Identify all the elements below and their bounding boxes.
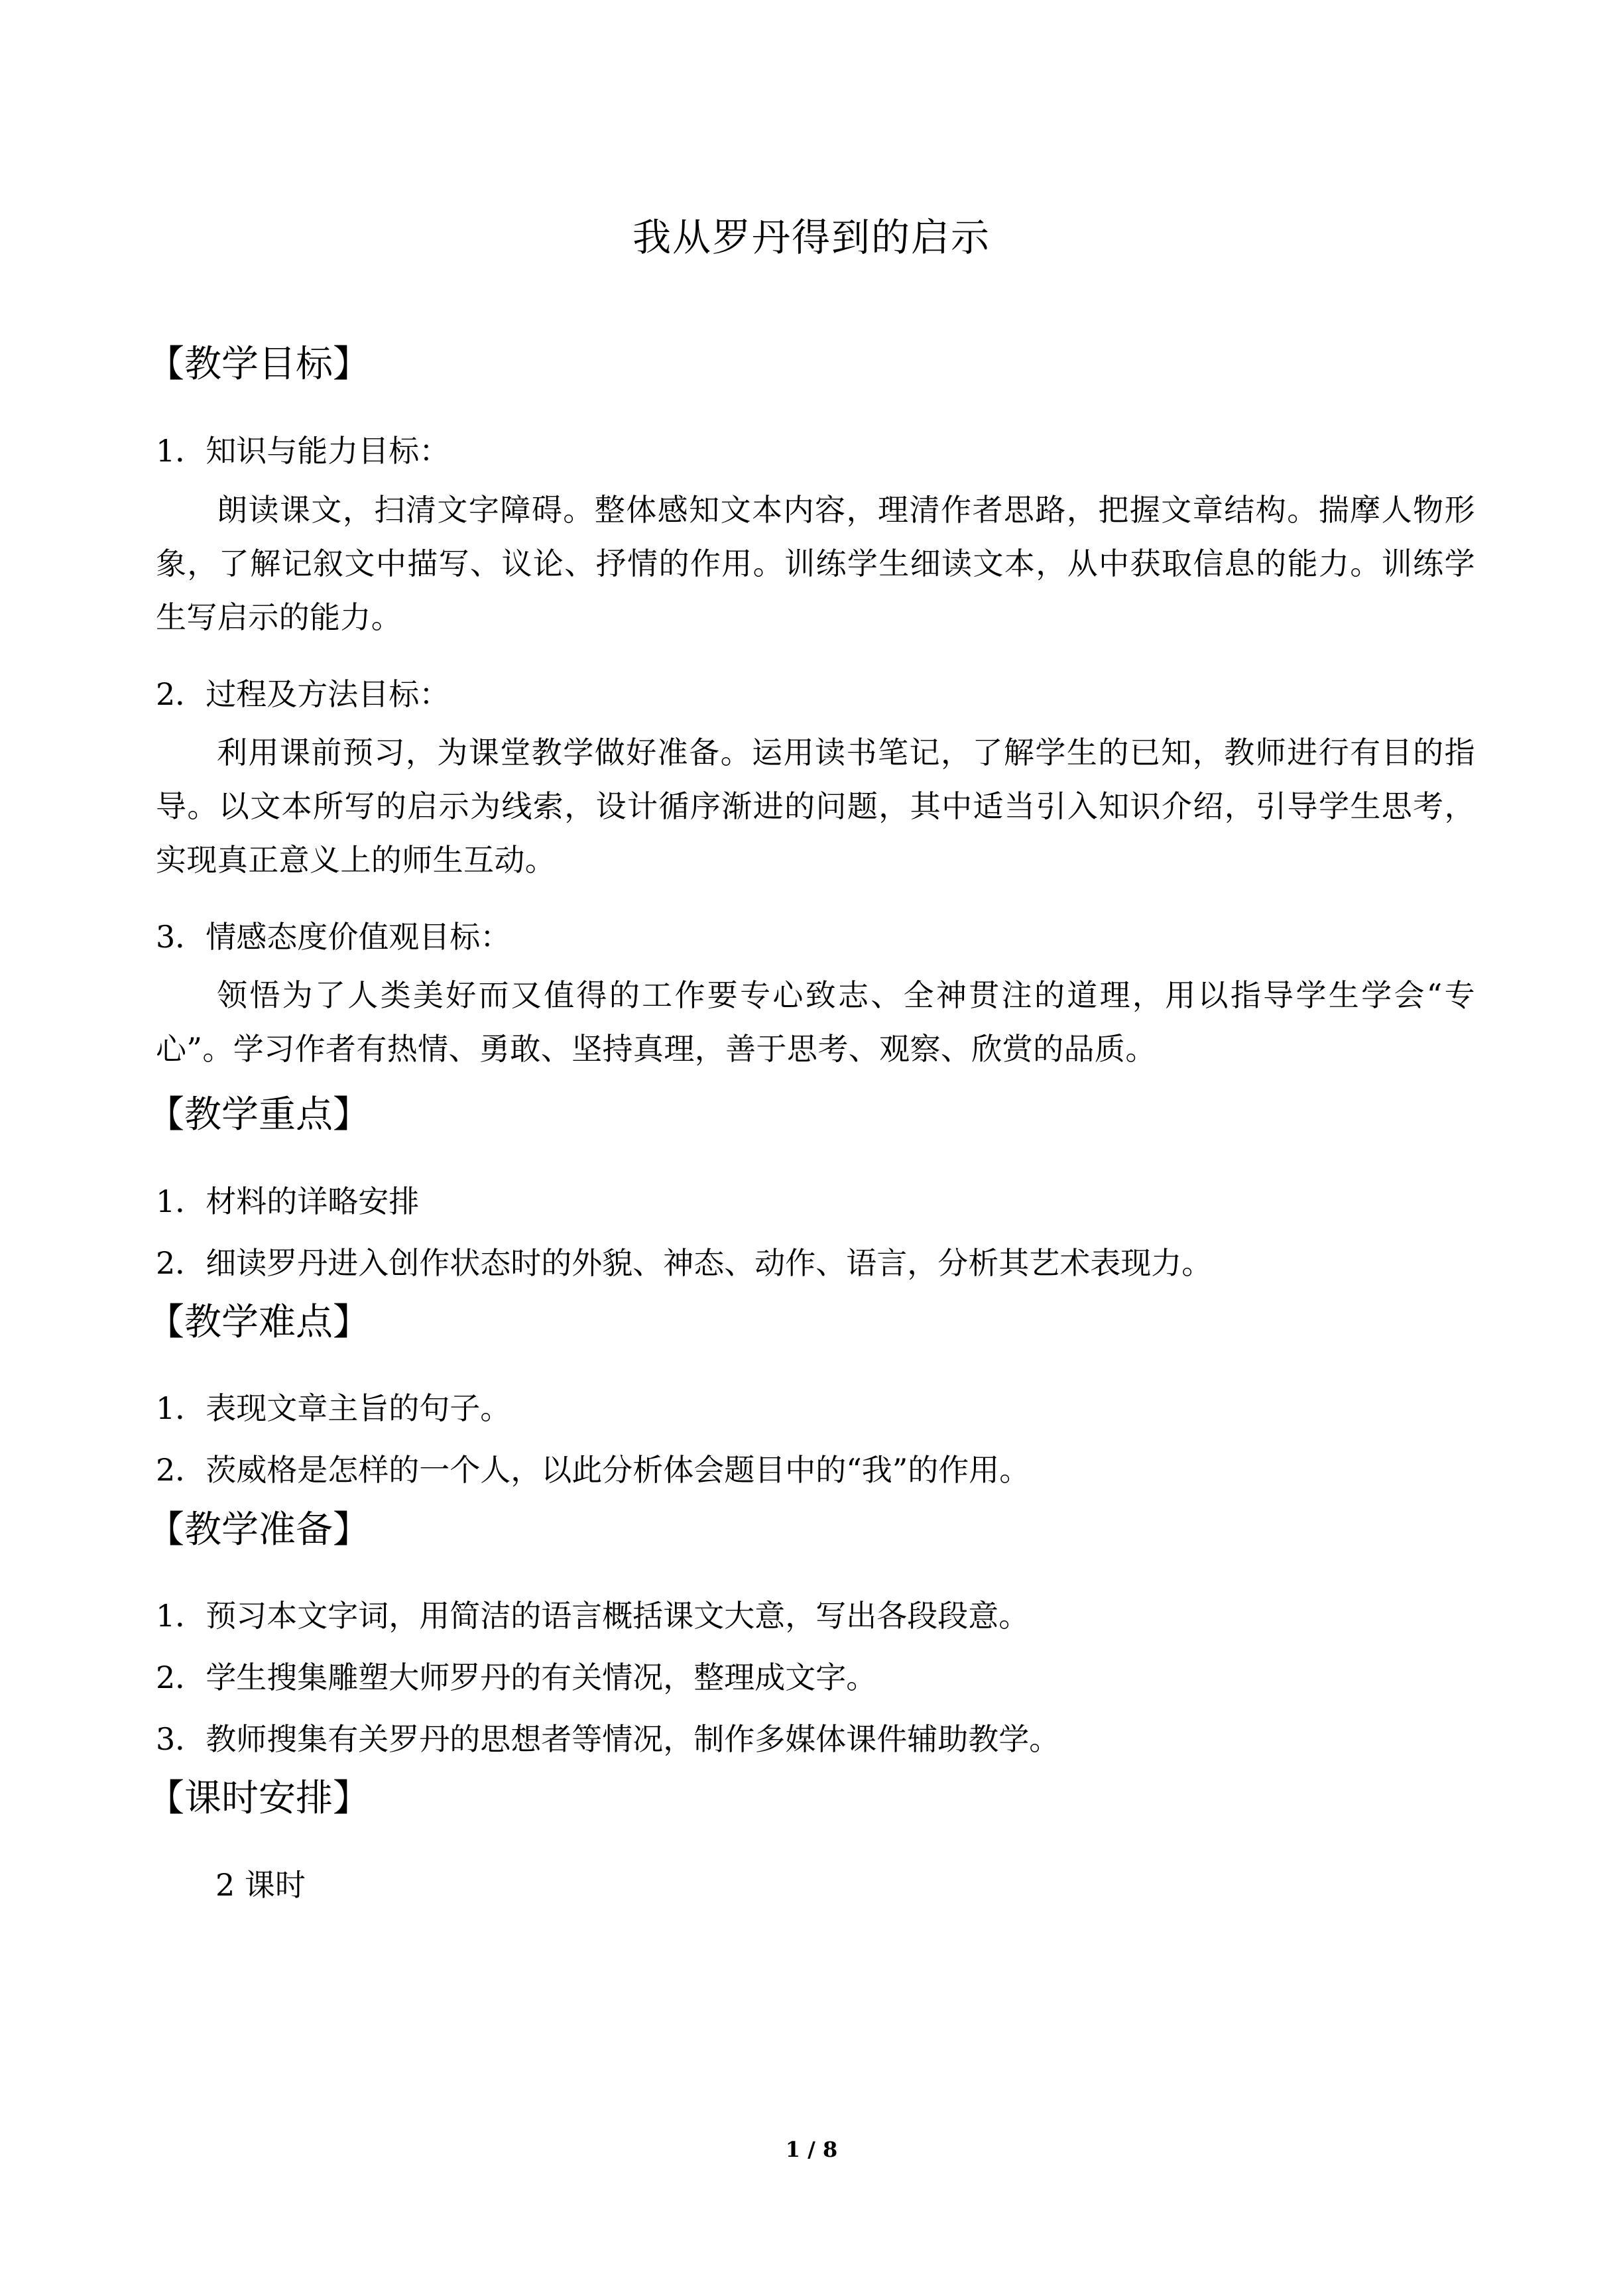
objective-3-text: 领悟为了人类美好而又值得的工作要专心致志、全神贯注的道理，用以指导学生学会“专心”。学习作者有热情、勇敢、坚持真理，善于思考、观察、欣赏的品质。 xyxy=(156,977,1475,1067)
page-number: 1 / 8 xyxy=(785,2137,838,2162)
objective-1-label: 1．知识与能力目标： xyxy=(156,433,450,469)
section-heading-schedule: 【课时安排】 xyxy=(147,1777,370,1820)
difficulty-1: 1．表现文章主旨的句子。 xyxy=(156,1390,511,1426)
schedule-text: 2 课时 xyxy=(215,1867,306,1903)
key-point-1: 1．材料的详略安排 xyxy=(156,1183,420,1219)
section-heading-preparation: 【教学准备】 xyxy=(147,1508,370,1551)
objective-2-label: 2．过程及方法目标： xyxy=(156,676,450,712)
section-heading-key-points: 【教学重点】 xyxy=(147,1093,370,1136)
difficulty-2: 2．茨威格是怎样的一个人，以此分析体会题目中的“我”的作用。 xyxy=(156,1452,1030,1488)
preparation-1: 1．预习本文字词，用简洁的语言概括课文大意，写出各段段意。 xyxy=(156,1598,1030,1634)
objective-2-text: 利用课前预习，为课堂教学做好准备。运用读书笔记，了解学生的已知，教师进行有目的指导。以文本所写的启示为线索，设计循序渐进的问题，其中适当引入知识介绍，引导学生思考，实现真正意义上的师生互动。 xyxy=(156,735,1475,878)
key-point-2: 2．细读罗丹进入创作状态时的外貌、神态、动作、语言，分析其艺术表现力。 xyxy=(156,1245,1213,1281)
objective-1-text: 朗读课文，扫清文字障碍。整体感知文本内容，理清作者思路，把握文章结构。揣摩人物形象，了解记叙文中描写、议论、抒情的作用。训练学生细读文本，从中获取信息的能力。训练学生写启示的能力。 xyxy=(156,492,1475,635)
section-heading-objectives: 【教学目标】 xyxy=(147,343,370,386)
section-heading-difficulties: 【教学难点】 xyxy=(147,1301,370,1344)
preparation-3: 3．教师搜集有关罗丹的思想者等情况，制作多媒体课件辅助教学。 xyxy=(156,1721,1060,1757)
preparation-2: 2．学生搜集雕塑大师罗丹的有关情况，整理成文字。 xyxy=(156,1660,877,1695)
objective-3-label: 3．情感态度价值观目标： xyxy=(156,919,511,955)
page-title: 我从罗丹得到的启示 xyxy=(632,215,991,260)
